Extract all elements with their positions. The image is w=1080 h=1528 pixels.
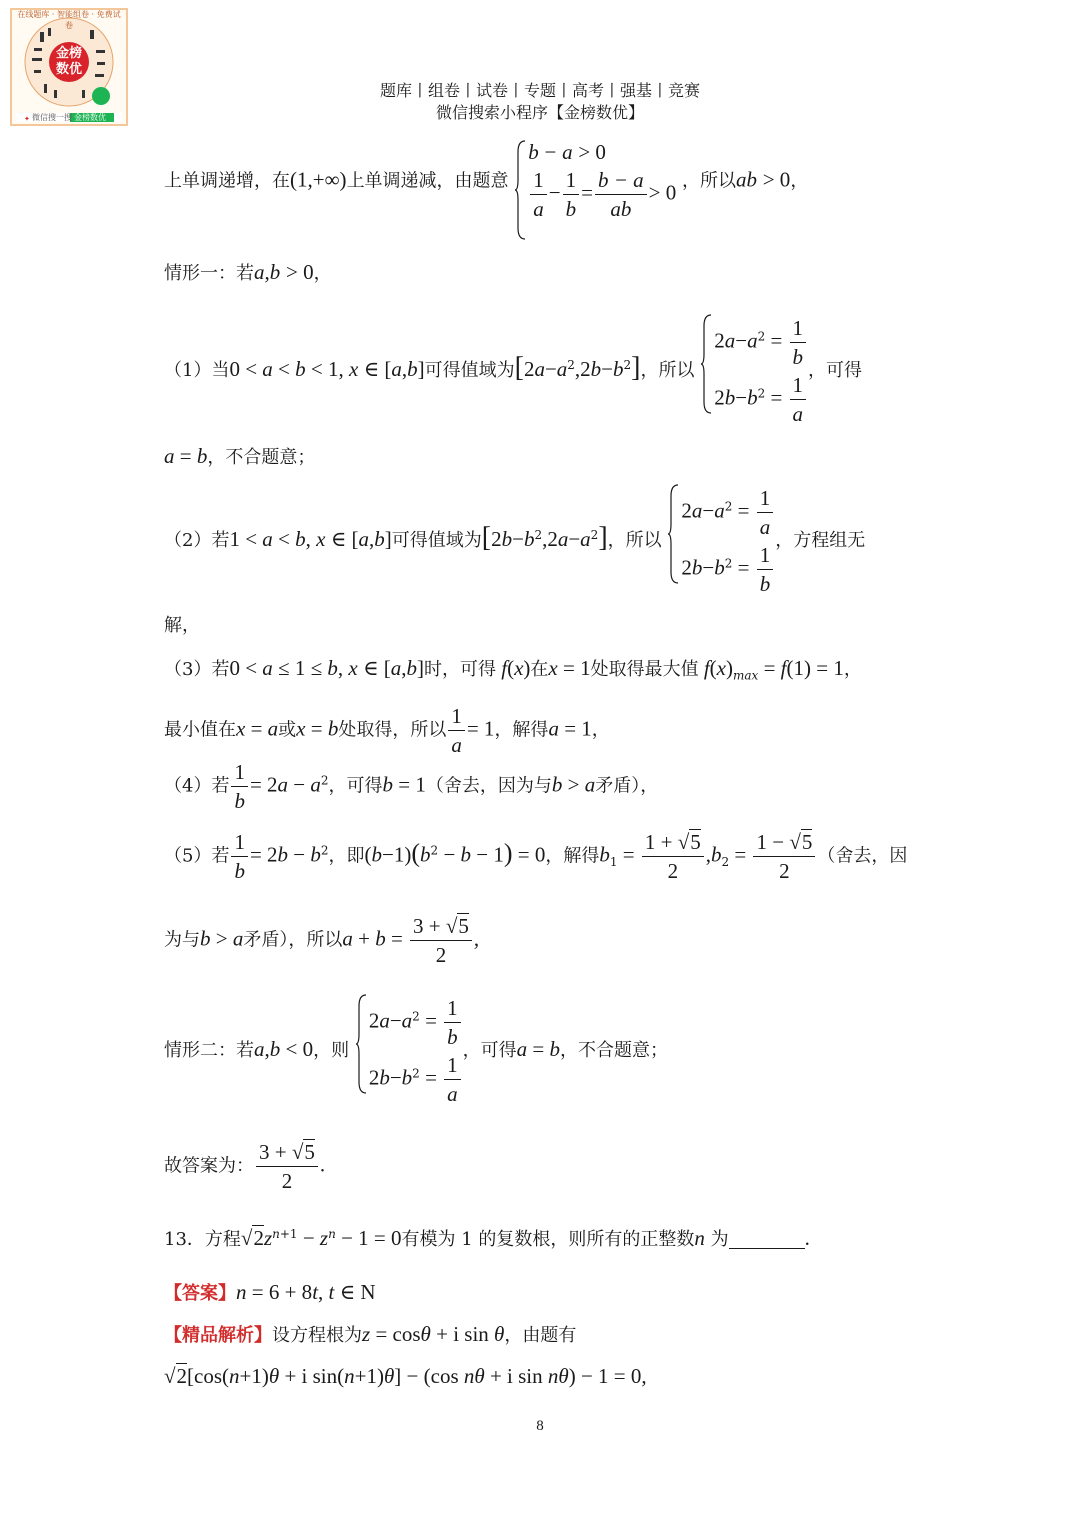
item-3-cont: 最小值在x = a或x = b处取得，所以 $\frac{1}{a}$ = 1，解得a = 1，	[164, 704, 610, 757]
left-brace-icon	[667, 484, 679, 584]
item-1: （1）当0 < a < b < 1, x ∈ [a,b]可得值域为$[2a-a^2,2b-b^2]$，所以 $2a-a^2$ = $\frac{1}{b}$ $2b-b^2$ = $\frac{1}{a}$ ，可得	[164, 316, 863, 426]
document-body	[164, 0, 924, 1528]
analysis-equation: √2[cos(n+1)θ + i sin(n+1)θ] − (cos nθ + i sin nθ) − 1 = 0,	[164, 1364, 647, 1388]
case-one-head: 情形一：若a,b > 0，	[164, 260, 332, 284]
answer-blank	[729, 1228, 805, 1249]
badge-search-label: 微信搜一搜	[32, 113, 72, 122]
badge-ring-text: 在线题库 · 智能组卷 · 免费试卷	[17, 10, 121, 30]
analysis-line: 【精品解析】设方程根为z = cosθ + i sin θ，由题有	[164, 1322, 577, 1346]
page-number: 8	[536, 1418, 544, 1434]
item-2: （2）若1 < a < b, x ∈ [a,b]可得值域为$[2b-b^2,2a-a^2]$，所以 $2a-a^2$ = $\frac{1}{a}$ $2b-b^2$ = $\frac{1}{b}$ ，方程组无	[164, 486, 866, 596]
header-miniprogram: 微信搜索小程序【金榜数优】	[435, 103, 644, 122]
case-two: 情形二：若a,b < 0，则 $2a-a^2$ = $\frac{1}{b}$ $2b-b^2$ = $\frac{1}{a}$ ，可得a = b，不合题意；	[164, 996, 668, 1106]
answer-line: 【答案】n = 6 + 8t, t ∈ N	[164, 1280, 376, 1304]
para-monotonic: 上单调递增，在(1,+∞)上单调递减，由题意 b − a > 0 $\frac{1}{a}$ − $\frac{1}{b}$ = $\frac{b - a}{ab}$ > 0 ，所以ab > 0，	[164, 140, 808, 223]
inequality-system: b − a > 0 $\frac{1}{a}$ − $\frac{1}{b}$ = $\frac{b - a}{ab}$ > 0	[514, 140, 676, 223]
badge-search-term: 金榜数优	[74, 113, 106, 122]
analysis-tag: 【精品解析】	[164, 1325, 272, 1346]
item-2-end: 解，	[164, 615, 200, 636]
item-4: （4）若 $\frac{1}{b}$ = $2a - a^2$，可得b = 1（舍去，因为与b > a矛盾），	[164, 760, 659, 813]
equation-system-2: $2a-a^2$ = $\frac{1}{a}$ $2b-b^2$ = $\frac{1}{b}$	[667, 484, 775, 598]
item-1-end: a = b，不合题意；	[164, 444, 316, 468]
final-answer: 故答案为： $\frac{3 + √5}{2}$ .	[164, 1140, 326, 1193]
badge-center-text: 金榜数优	[55, 46, 82, 77]
question-13: 13．方程$√2z^{n+1} - z^n - 1 = 0$有模为 1 的复数根，则所有的正整数n 为 .	[164, 1226, 810, 1250]
header-nav: 题库丨组卷丨试卷丨专题丨高考丨强基丨竞赛	[379, 81, 700, 100]
svg-text:✦: ✦	[24, 115, 30, 123]
left-brace-icon	[700, 314, 712, 414]
item-5: （5）若 $\frac{1}{b}$ = $2b - b^2$，即$(b-1)(b^2 - b - 1) = 0$，解得$b_1$ = $\frac{1 + √5}{2}$ $,b_2$ = $\frac{1 - √5}{2}$ （舍去，因	[164, 830, 908, 883]
equation-system-3: $2a-a^2$ = $\frac{1}{b}$ $2b-b^2$ = $\frac{1}{a}$	[355, 994, 463, 1108]
equation-system-1: $2a-a^2$ = $\frac{1}{b}$ $2b-b^2$ = $\frac{1}{a}$	[700, 314, 808, 428]
left-brace-icon	[355, 994, 367, 1094]
item-3: （3）若0 < a ≤ 1 ≤ b, x ∈ [a,b]时，可得 f(x)在x = 1处取得最大值 $f(x)_{max} = f(1) = 1$，	[164, 656, 862, 683]
answer-tag: 【答案】	[164, 1283, 236, 1304]
left-brace-icon	[514, 140, 526, 240]
item-5-cont: 为与b > a矛盾），所以a + b = $\frac{3 + √5}{2}$ ,	[164, 914, 480, 967]
